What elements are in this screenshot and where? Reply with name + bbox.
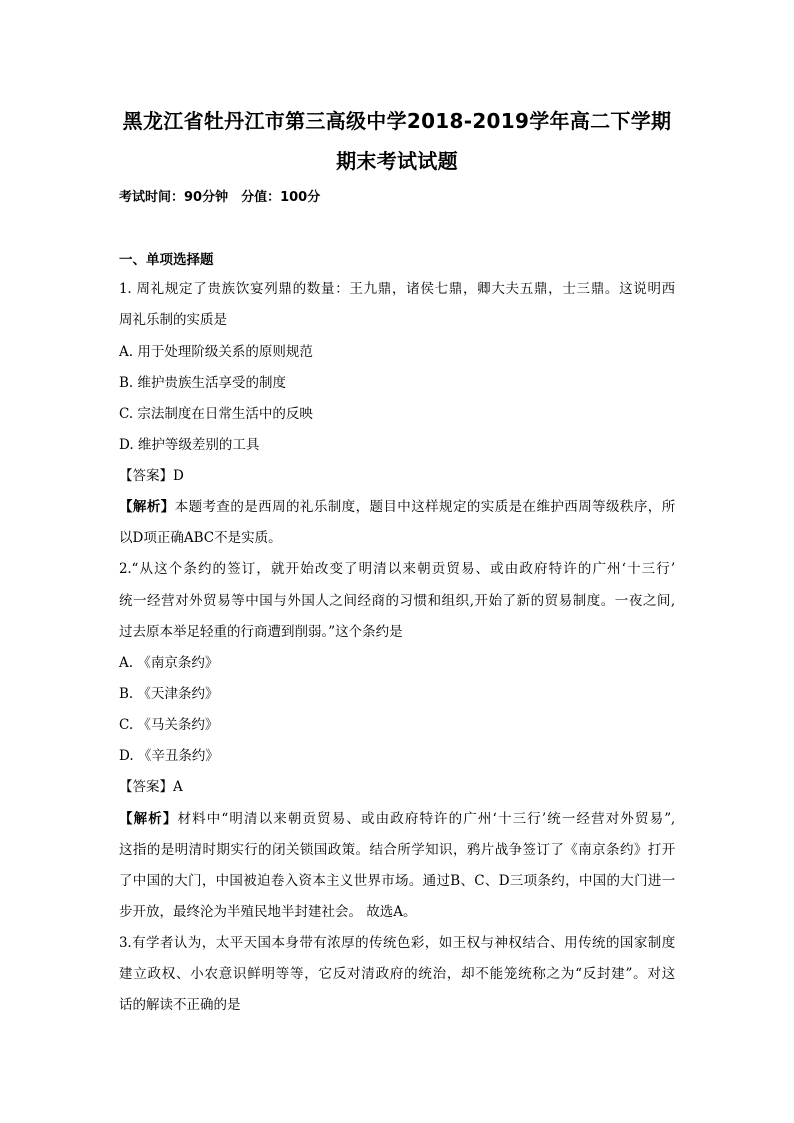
q2-stem-line1: 2.“从这个条约的签订，就开始改变了明清以来朝贡贸易、或由政府特许的广州‘十三行’ (119, 561, 675, 577)
q2-analysis-line2: 这指的是明清时期实行的闭关锁国政策。结合所学知识，鸦片战争签订了《南京条约》打开 (119, 842, 675, 858)
q2-analysis-tag: 【解析】 (119, 811, 178, 827)
q1-option-c: C. 宗法制度在日常生活中的反映 (119, 406, 313, 422)
q2-option-c: C. 《马关条约》 (119, 717, 219, 733)
q1-stem-line2: 周礼乐制的实质是 (119, 312, 227, 328)
q2-answer: 【答案】A (119, 779, 183, 795)
q2-analysis-line1 (119, 810, 675, 828)
q2-stem-line3: 过去原本举足轻重的行商遭到削弱。”这个条约是 (119, 624, 403, 640)
section-title: 一、单项选择题 (119, 252, 214, 268)
q2-stem-line2: 统一经营对外贸易等中国与外国人之间经商的习惯和组织,开始了新的贸易制度。一夜之间, (119, 593, 675, 609)
q3-stem-line2: 建立政权、小农意识鲜明等等，它反对清政府的统治，却不能笼统称之为“反封建”。对这 (119, 966, 675, 982)
q2-option-b: B. 《天津条约》 (119, 686, 219, 702)
exam-info: 考试时间：90分钟 分值：100分 (119, 190, 321, 205)
q3-stem-line1: 3.有学者认为，太平天国本身带有浓厚的传统色彩，如王权与神权结合、用传统的国家制度 (119, 935, 675, 951)
q2-analysis-line4: 步开放，最终沦为半殖民地半封建社会。 故选A。 (119, 904, 417, 920)
q1-option-a: A. 用于处理阶级关系的原则规范 (119, 344, 313, 360)
q2-option-d: D. 《辛丑条约》 (119, 748, 219, 764)
q1-analysis-text: 本题考查的是西周的礼乐制度，题目中这样规定的实质是在维护西周等级秩序，所 (174, 499, 675, 515)
q2-analysis-text: 材料中“明清以来朝贡贸易、或由政府特许的广州‘十三行’统一经营对外贸易”, (177, 811, 675, 827)
doc-title-line2: 期末考试试题 (336, 149, 458, 173)
q3-stem-line3: 话的解读不正确的是 (119, 997, 241, 1013)
q2-option-a: A. 《南京条约》 (119, 655, 219, 671)
q1-option-b: B. 维护贵族生活享受的制度 (119, 375, 287, 391)
q1-analysis-line2: 以D项正确ABC不是实质。 (119, 530, 282, 546)
q1-answer: 【答案】D (119, 468, 184, 484)
q1-analysis-line1 (119, 498, 675, 516)
q2-analysis-line3: 了中国的大门，中国被迫卷入资本主义世界市场。通过B、C、D三项条约，中国的大门进一 (119, 873, 675, 889)
q1-option-d: D. 维护等级差别的工具 (119, 437, 260, 453)
doc-title-line1: 黑龙江省牡丹江市第三高级中学2018-2019学年高二下学期 (122, 109, 672, 133)
q1-stem-line1: 1. 周礼规定了贵族饮宴列鼎的数量：王九鼎，诸侯七鼎，卿大夫五鼎，士三鼎。这说明西 (119, 281, 675, 297)
q1-analysis-tag: 【解析】 (119, 499, 175, 515)
